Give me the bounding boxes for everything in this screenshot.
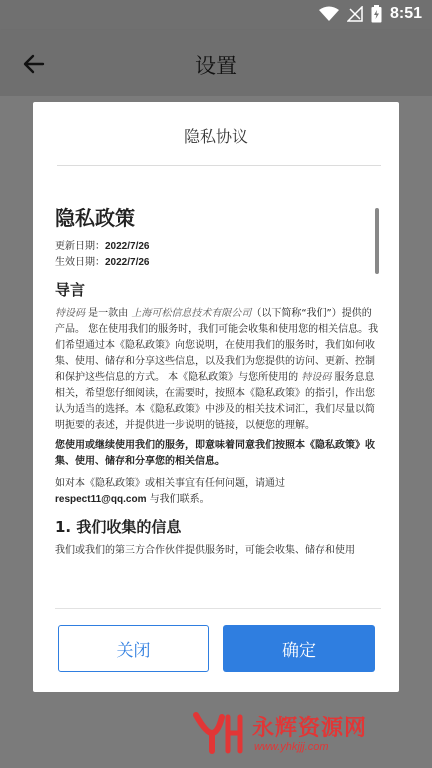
app-name-2: 特设码: [301, 372, 332, 383]
battery-charging-icon: [371, 5, 382, 23]
section1-heading: 1. 我们收集的信息: [55, 518, 182, 536]
policy-title: 隐私政策: [55, 206, 135, 230]
dialog-title: 隐私协议: [183, 127, 248, 146]
watermark-name: 永辉资源网: [252, 716, 368, 741]
contact-suffix: 与我们联系。: [146, 494, 210, 505]
company-name: 上海可松信息技术有限公司: [131, 308, 252, 319]
effective-date-line: [55, 255, 381, 271]
effective-date: 2022/7/26: [105, 257, 150, 268]
status-icons: [319, 5, 422, 23]
wifi-icon: [319, 6, 339, 22]
divider: [57, 165, 381, 166]
status-bar: [0, 0, 432, 30]
scrollbar[interactable]: [375, 208, 379, 274]
watermark-url: www.yhkjjj.com: [254, 741, 329, 753]
policy-content[interactable]: [55, 202, 381, 604]
intro-text-2: （以下简称“我们”）提供的产品。 您在使用我们的服务时，我们可能会收集和使用您的相关信息。我们希望通过本《隐私政策》向您说明，在使用我们的服务时，我们如何收集、使用、储存和分享这些信息，以及我们为您提供的访问、更新、控制和保护这些信息的方式。 本《隐私政策》与您所使用的: [55, 308, 379, 383]
signal-off-icon: [347, 6, 363, 22]
updated-date: 2022/7/26: [105, 241, 150, 252]
confirm-button[interactable]: 确定: [223, 625, 375, 672]
updated-label: 更新日期：: [55, 241, 105, 252]
watermark: [192, 707, 430, 765]
intro-text-1: 是一款由: [85, 308, 132, 319]
effective-label: 生效日期：: [55, 257, 105, 268]
divider-bottom: [55, 608, 381, 609]
privacy-dialog: [33, 102, 399, 692]
close-button[interactable]: 关闭: [58, 625, 209, 672]
page-title: 设置: [195, 54, 237, 78]
contact-email[interactable]: respect11@qq.com: [55, 494, 147, 505]
app-name: 特设码: [55, 308, 85, 319]
intro-heading: 导言: [55, 281, 86, 299]
consent-statement: 您使用或继续使用我们的服务，即意味着同意我们按照本《隐私政策》收集、使用、储存和分享您的相关信息。: [55, 440, 375, 467]
watermark-logo-icon: [192, 711, 244, 755]
status-time: 8:51: [389, 5, 422, 22]
contact-text: 如对本《隐私政策》或相关事宜有任何问题，请通过: [55, 478, 285, 489]
app-bar: [0, 30, 432, 96]
updated-date-line: [55, 239, 381, 255]
contact-paragraph: [55, 476, 381, 508]
intro-text-3: 服务息息相关，希望您仔细阅读，在需要时，按照本《隐私政策》的指引，作出您认为适当的选择。本《隐私政策》中涉及的相关技术词汇，我们尽量以简明扼要的表述，并提供进一步说明的链接，以便您的理解。: [55, 372, 375, 431]
section1-text: 我们或我们的第三方合作伙伴提供服务时，可能会收集、储存和使用: [55, 545, 355, 556]
intro-paragraph: [55, 306, 381, 434]
